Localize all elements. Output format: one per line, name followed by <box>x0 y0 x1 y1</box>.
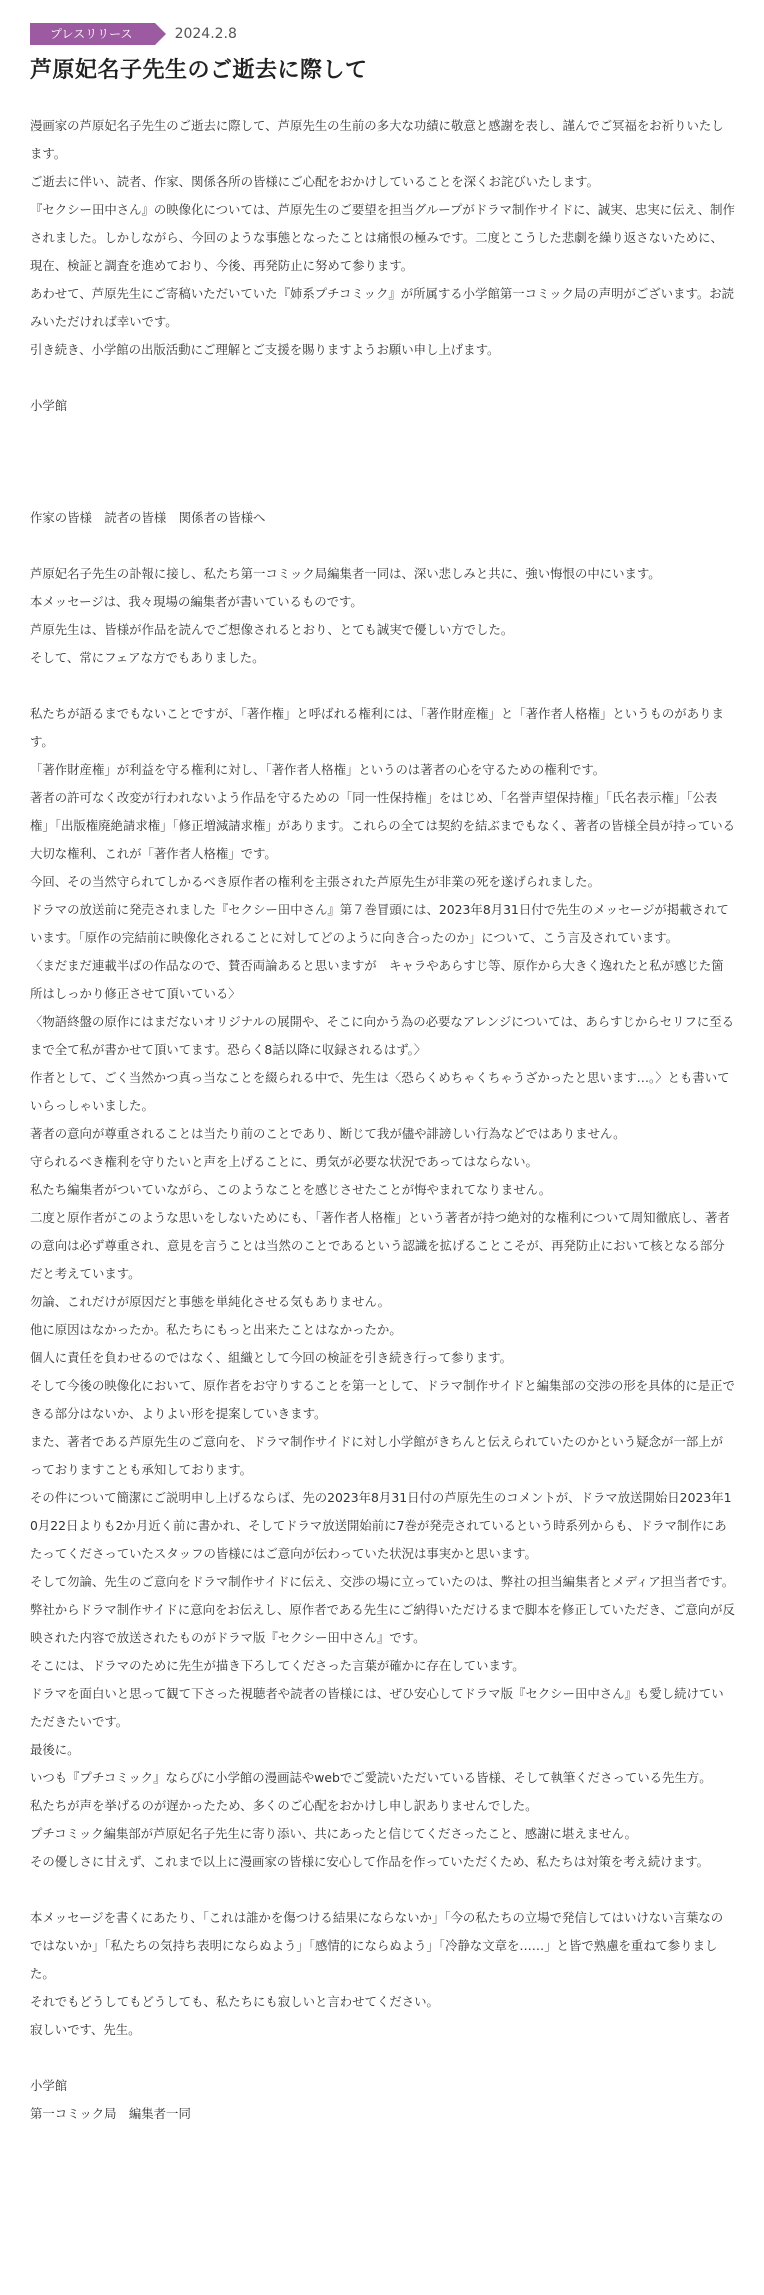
letter-signature-department: 第一コミック局 編集者一同 <box>30 2106 191 2121</box>
letter-quote: 〈まだまだ連載半ばの作品なので、賛否両論あると思いますが キャラやあらすじ等、原作から大きく逸れたと私が感じた箇所はしっかり修正させて頂いている〉 <box>30 958 724 1001</box>
statement-paragraph: ご逝去に伴い、読者、作家、関係各所の皆様にご心配をおかけしていることを深くお詫びいたします。 <box>30 174 599 189</box>
letter-paragraph: その件について簡潔にご説明申し上げるならば、先の2023年8月31日付の芦原先生のコメントが、ドラマ放送開始日2023年10月22日よりも2か月近く前に書かれ、そしてドラマ放送開始前に7巻が発売されているという時系列からも、ドラマ制作にあたってくださっていたスタッフの皆様にはご意向が伝わっていた状況は事実かと思います。 <box>30 1490 732 1561</box>
statement-section <box>30 112 735 420</box>
letter-paragraph: いつも『プチコミック』ならびに小学館の漫画誌やwebでご愛読いただいている皆様、そして執筆くださっている先生方。 <box>30 1770 712 1785</box>
letter-paragraph: そして、常にフェアな方でもありました。 <box>30 650 265 665</box>
letter-paragraph: ドラマの放送前に発売されました『セクシー田中さん』第７巻冒頭には、2023年8月31日付で先生のメッセージが掲載されています。「原作の完結前に映像化されることに対してどのように向き合ったのか」について、こう言及されています。 <box>30 902 729 945</box>
letter-paragraph: 本メッセージは、我々現場の編集者が書いているものです。 <box>30 594 363 609</box>
letter-quote: 〈物語終盤の原作にはまだないオリジナルの展開や、そこに向かう為の必要なアレンジについては、あらすじからセリフに至るまで全て私が書かせて頂いてます。恐らく8話以降に収録されるはず。〉 <box>30 1014 735 1057</box>
letter-paragraph: 弊社からドラマ制作サイドに意向をお伝えし、原作者である先生にご納得いただけるまで脚本を修正していただき、ご意向が反映された内容で放送されたものがドラマ版『セクシー田中さん』です。 <box>30 1602 735 1645</box>
publish-date: 2024.2.8 <box>174 26 237 42</box>
letter-paragraph: 「著作財産権」が利益を守る権利に対し、「著作者人格権」というのは著者の心を守るための権利です。 <box>30 762 606 777</box>
letter-paragraph: 本メッセージを書くにあたり、「これは誰かを傷つける結果にならないか」「今の私たちの立場で発信してはいけない言葉なのではないか」「私たちの気持ち表明にならぬよう」「感情的にならぬよう」「冷静な文章を……」と皆で熟慮を重ねて参りました。 <box>30 1910 724 1981</box>
letter-signature-company: 小学館 <box>30 2078 68 2093</box>
letter-paragraph: 著者の意向が尊重されることは当たり前のことであり、断じて我が儘や誹謗しい行為などではありません。 <box>30 1126 626 1141</box>
letter-paragraph: 最後に。 <box>30 1742 80 1757</box>
statement-paragraph: 『セクシー田中さん』の映像化については、芦原先生のご要望を担当グループがドラマ制作サイドに、誠実、忠実に伝え、制作されました。しかしながら、今回のような事態となったことは痛恨の極みです。二度とこうした悲劇を繰り返さないために、現在、検証と調査を進めており、今後、再発防止に努めて参ります。 <box>30 202 735 273</box>
letter-paragraph: また、著者である芦原先生のご意向を、ドラマ制作サイドに対し小学館がきちんと伝えられていたのかという疑念が一部上がっておりますことも承知しております。 <box>30 1434 724 1477</box>
letter-paragraph: 私たちが語るまでもないことですが、「著作権」と呼ばれる権利には、「著作財産権」と「著作者人格権」というものがあります。 <box>30 706 724 749</box>
article-body <box>30 112 735 2128</box>
statement-paragraph: 引き続き、小学館の出版活動にご理解とご支援を賜りますようお願い申し上げます。 <box>30 342 500 357</box>
statement-signature: 小学館 <box>30 398 68 413</box>
category-badge[interactable]: プレスリリース <box>30 23 155 45</box>
letter-paragraph: 二度と原作者がこのような思いをしないためにも、「著作者人格権」という著者が持つ絶対的な権利について周知徹底し、著者の意向は必ず尊重され、意見を言うことは当然のことであるという認識を拡げることこそが、再発防止において核となる部分だと考えています。 <box>30 1210 730 1281</box>
letter-paragraph: 作者として、ごく当然かつ真っ当なことを綴られる中で、先生は〈恐らくめちゃくちゃうざかったと思います…。〉とも書いていらっしゃいました。 <box>30 1070 730 1113</box>
letter-paragraph: 私たち編集者がついていながら、このようなことを感じさせたことが悔やまれてなりません。 <box>30 1182 552 1197</box>
statement-paragraph: 漫画家の芦原妃名子先生のご逝去に際して、芦原先生の生前の多大な功績に敬意と感謝を表し、謹んでご冥福をお祈りいたします。 <box>30 118 724 161</box>
letter-paragraph: 著者の許可なく改変が行われないよう作品を守るための「同一性保持権」をはじめ、「名誉声望保持権」「氏名表示権」「公表権」「出版権廃絶請求権」「修正増減請求権」があります。これらの全ては契約を結ぶまでもなく、著者の皆様全員が持っている大切な権利、これが「著作者人格権」です。 <box>30 790 736 861</box>
letter-paragraph: そして勿論、先生のご意向をドラマ制作サイドに伝え、交渉の場に立っていたのは、弊社の担当編集者とメディア担当者です。 <box>30 1574 735 1589</box>
letter-paragraph: それでもどうしてもどうしても、私たちにも寂しいと言わせてください。 <box>30 1994 439 2009</box>
letter-section <box>30 504 735 2128</box>
letter-paragraph: プチコミック編集部が芦原妃名子先生に寄り添い、共にあったと信じてくださったこと、感謝に堪えません。 <box>30 1826 638 1841</box>
letter-paragraph: 今回、その当然守られてしかるべき原作者の権利を主張された芦原先生が非業の死を遂げられました。 <box>30 874 600 889</box>
letter-paragraph: 守られるべき権利を守りたいと声を上げることに、勇気が必要な状況であってはならない。 <box>30 1154 538 1169</box>
letter-paragraph: 勿論、これだけが原因だと事態を単純化させる気もありません。 <box>30 1294 391 1309</box>
letter-paragraph: 個人に責任を負わせるのではなく、組織として今回の検証を引き続き行って参ります。 <box>30 1350 512 1365</box>
letter-paragraph: 他に原因はなかったか。私たちにもっと出来たことはなかったか。 <box>30 1322 402 1337</box>
letter-paragraph: そこには、ドラマのために先生が描き下ろしてくださった言葉が確かに存在しています。 <box>30 1658 525 1673</box>
letter-paragraph: 私たちが声を挙げるのが遅かったため、多くのご心配をおかけし申し訳ありませんでした。 <box>30 1798 538 1813</box>
letter-paragraph: その優しさに甘えず、これまで以上に漫画家の皆様に安心して作品を作っていただくため、私たちは対策を考え続けます。 <box>30 1854 710 1869</box>
letter-salutation: 作家の皆様 読者の皆様 関係者の皆様へ <box>30 510 266 525</box>
article-meta <box>30 22 764 46</box>
letter-paragraph: 芦原妃名子先生の訃報に接し、私たち第一コミック局編集者一同は、深い悲しみと共に、強い悔恨の中にいます。 <box>30 566 661 581</box>
page-title: 芦原妃名子先生のご逝去に際して <box>30 58 368 83</box>
statement-paragraph: あわせて、芦原先生にご寄稿いただいていた『姉系プチコミック』が所属する小学館第一コミック局の声明がございます。お読みいただければ幸いです。 <box>30 286 735 329</box>
letter-paragraph: そして今後の映像化において、原作者をお守りすることを第一として、ドラマ制作サイドと編集部の交渉の形を具体的に是正できる部分はないか、よりよい形を提案していきます。 <box>30 1378 735 1421</box>
letter-paragraph: ドラマを面白いと思って観て下さった視聴者や読者の皆様には、ぜひ安心してドラマ版『セクシー田中さん』も愛し続けていただきたいです。 <box>30 1686 724 1729</box>
letter-paragraph: 寂しいです、先生。 <box>30 2022 141 2037</box>
letter-paragraph: 芦原先生は、皆様が作品を読んでご想像されるとおり、とても誠実で優しい方でした。 <box>30 622 514 637</box>
